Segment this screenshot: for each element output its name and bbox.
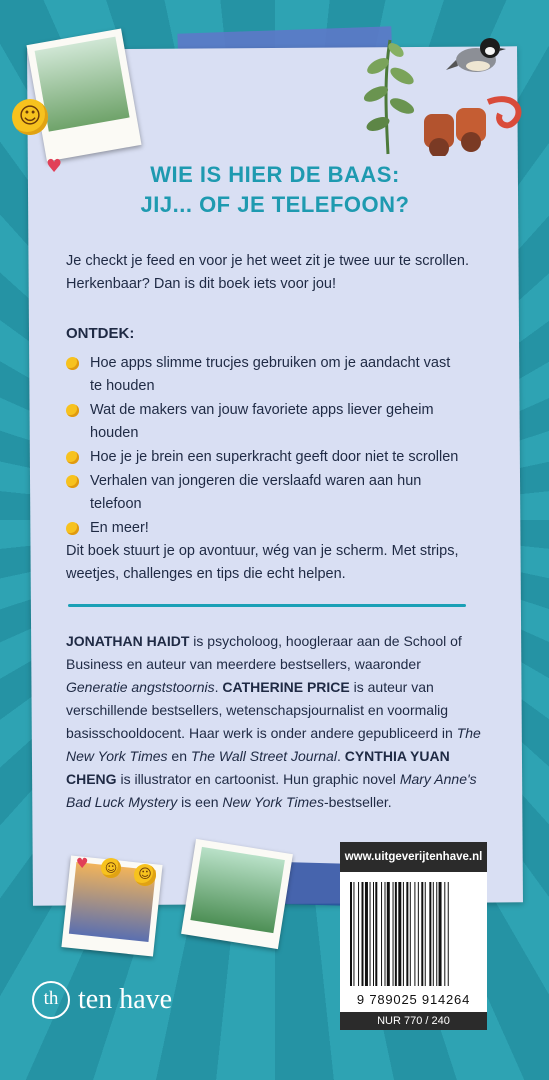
heart-icon: ♥ — [76, 856, 89, 872]
barcode-bar — [403, 882, 404, 986]
list-item: Hoe apps slimme trucjes gebruiken om je aandacht vast te houden — [66, 352, 476, 398]
smiley-bullet-icon — [66, 522, 79, 535]
barcode-bar — [353, 882, 354, 986]
chickadee-bird-icon — [446, 30, 508, 80]
publication-title: New York Times — [222, 794, 324, 810]
outro-line-1: Dit boek stuurt je op avontuur, wég van je scherm. Met strips, — [66, 543, 459, 559]
book-title: Mary Anne's Bad Luck Mystery — [66, 771, 477, 810]
ontdek-list — [66, 352, 476, 541]
barcode-graphic — [350, 882, 477, 986]
headline-line-2: JIJ... OF JE TELEFOON? — [140, 192, 410, 217]
outro-line-2: weetjes, challenges en tips die echt helpen. — [66, 566, 346, 582]
smiley-bullet-icon — [66, 357, 79, 370]
polaroid-scouts-photo — [26, 29, 141, 162]
barcode-bar — [370, 882, 371, 986]
publication-title: The Wall Street Journal — [190, 748, 337, 764]
leaf-sprig-icon — [356, 36, 420, 156]
barcode-bar — [398, 882, 401, 986]
smiley-emoji-icon: ☺ — [101, 858, 121, 878]
barcode-bar — [425, 882, 426, 986]
barcode-bar — [410, 882, 411, 986]
list-item: Verhalen van jongeren die verslaafd waren aan hun telefoon — [66, 470, 476, 516]
barcode-bar — [436, 882, 437, 986]
smiley-bullet-icon — [66, 451, 79, 464]
barcode-bar — [393, 882, 394, 986]
intro-line-1: Je checkt je feed en voor je het weet zit je twee uur te scrollen. — [66, 253, 469, 269]
publisher-name: ten have — [78, 984, 173, 1015]
list-item: En meer! — [66, 517, 476, 540]
barcode-bar — [362, 882, 364, 986]
binoculars-icon — [418, 92, 528, 156]
barcode-bar — [433, 882, 434, 986]
book-title: Generatie angststoornis — [66, 679, 215, 695]
list-item: Wat de makers van jouw favoriete apps liever geheim houden — [66, 399, 476, 445]
smiley-emoji-icon: ☺ — [134, 864, 156, 886]
nur-code: NUR 770 / 240 — [340, 1012, 487, 1030]
barcode-bar — [385, 882, 386, 986]
ontdek-heading: ONTDEK: — [66, 325, 135, 342]
barcode-bar — [439, 882, 442, 986]
smiley-emoji-icon: ☺ — [12, 99, 48, 135]
isbn-number: 9 789025 914264 — [356, 992, 471, 1007]
barcode-bar — [395, 882, 397, 986]
headline-line-1: WIE IS HIER DE BAAS: — [150, 162, 400, 187]
barcode-bar — [387, 882, 390, 986]
polaroid-park-photo — [181, 839, 293, 949]
publisher-mark: th — [32, 981, 70, 1019]
scouts-illustration — [35, 37, 130, 132]
barcode-bar — [350, 882, 352, 986]
barcode-bar — [375, 882, 377, 986]
publisher-url: www.uitgeverijtenhave.nl — [340, 842, 487, 872]
barcode-panel — [340, 842, 487, 1030]
barcode-bar — [365, 882, 368, 986]
author-name: CYNTHIA YUAN CHENG — [66, 748, 450, 787]
smiley-bullet-icon — [66, 404, 79, 417]
intro-line-2: Herkenbaar? Dan is dit boek iets voor jou! — [66, 276, 337, 292]
heart-icon: ♥ — [46, 156, 63, 177]
barcode-bar — [429, 882, 431, 986]
barcode-bar — [406, 882, 408, 986]
author-name: JONATHAN HAIDT — [66, 633, 190, 649]
park-illustration — [190, 847, 285, 933]
publisher-logo — [32, 977, 212, 1023]
smiley-bullet-icon — [66, 475, 79, 488]
barcode-bar — [448, 882, 449, 986]
publication-title: The New York Times — [66, 725, 481, 764]
barcode-bar — [444, 882, 445, 986]
barcode-bar — [421, 882, 423, 986]
section-divider — [68, 604, 466, 607]
author-bios: JONATHAN HAIDT is psycholoog, hoogleraar aan de School of Business en auteur van meerdere bestsellers, waaronder Generatie angststoornis. CATHERINE PRICE is auteur van verschillende bestsellers, wetenschapsjournalist en voormalig basisschooldocent. Haar werk is onder andere gepubliceerd in The New York Times en The Wall Street Journal. CYNTHIA YUAN CHENG is illustrator en cartoonist. Hun graphic novel Mary Anne's Bad Luck Mystery is een New York Times-bestseller. — [66, 633, 481, 810]
author-name: CATHERINE PRICE — [222, 679, 350, 695]
barcode-bar — [358, 882, 359, 986]
barcode-bar — [414, 882, 415, 986]
barcode-bar — [418, 882, 419, 986]
barcode-bar — [381, 882, 382, 986]
list-item: Hoe je je brein een superkracht geeft door niet te scrollen — [66, 446, 476, 469]
barcode-bar — [373, 882, 374, 986]
